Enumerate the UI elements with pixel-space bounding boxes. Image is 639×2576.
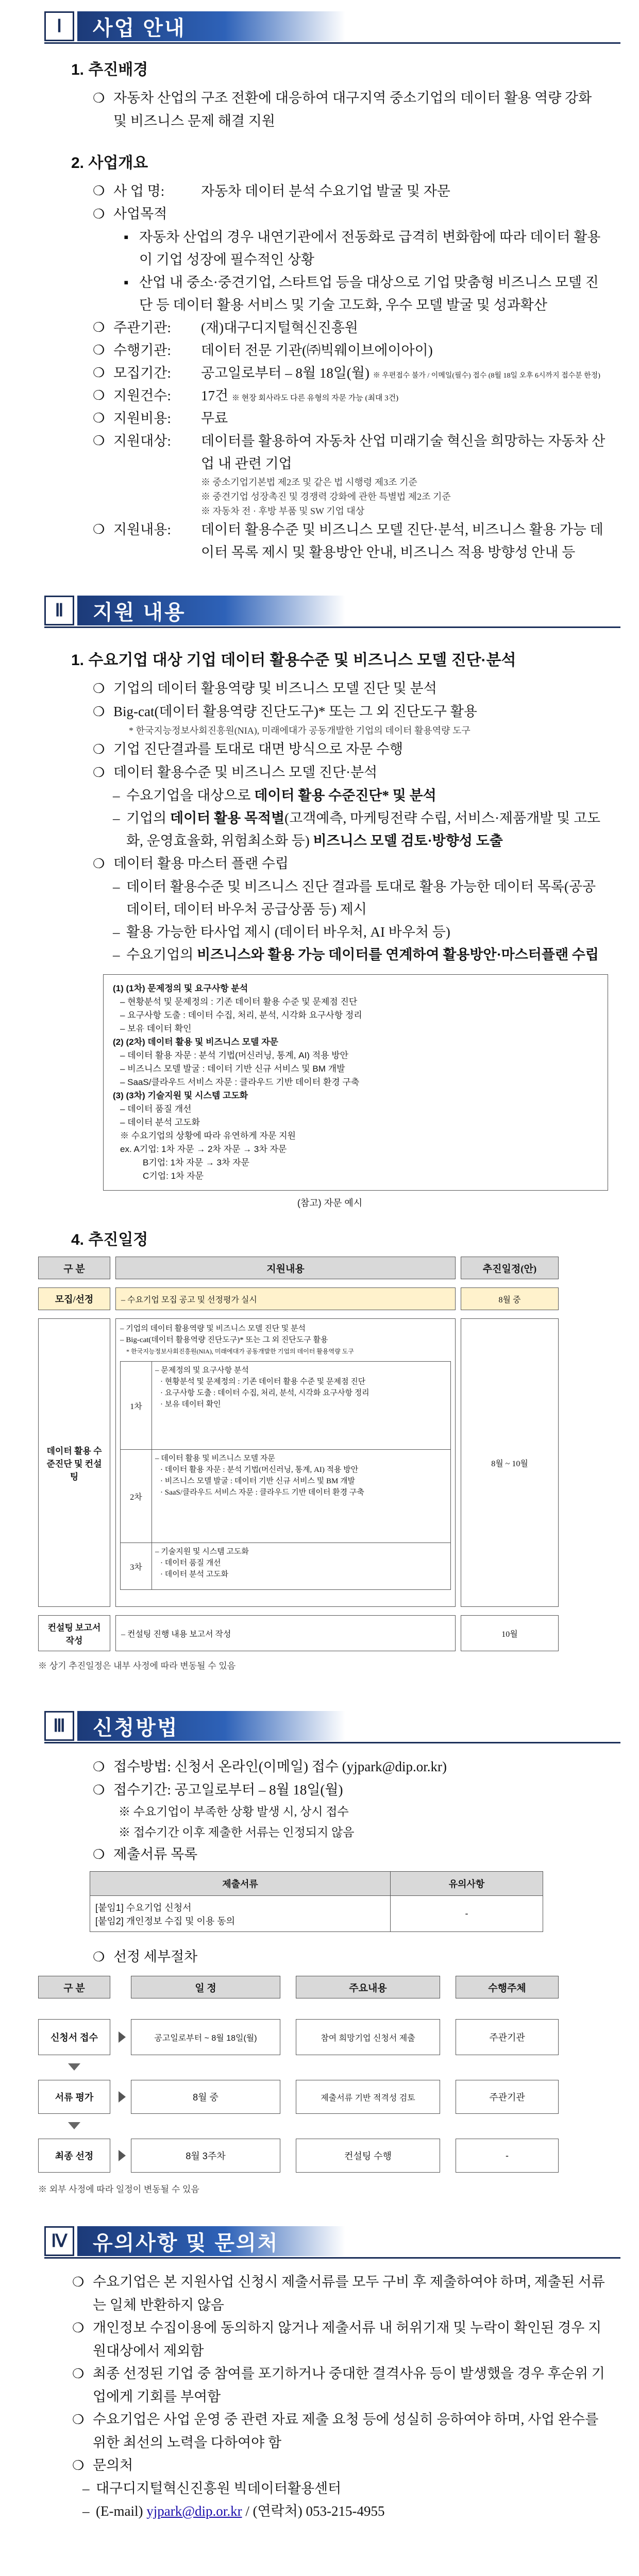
- example-line: – 비즈니스 모델 발굴 : 데이터 기반 신규 서비스 및 BM 개발: [120, 1064, 345, 1074]
- arrow-right-icon: [119, 2091, 126, 2103]
- example-line: – 데이터 분석 고도화: [120, 1117, 200, 1127]
- schedule-row-consulting-label: 데이터 활용 수준진단 및 컨설팅: [38, 1318, 110, 1607]
- text: / (연락처) 053-215-4955: [242, 2503, 385, 2519]
- background-text: ❍ 자동차 산업의 구조 전환에 대응하여 대구지역 중소기업의 데이터 활용 역량 강화 및 비즈니스 문제 해결 지원: [52, 87, 608, 132]
- text: 수요기업의: [126, 947, 197, 962]
- value: 데이터 활용수준 및 비즈니스 모델 진단·분석, 비즈니스 활용 가능 데이터 목록 제시 및 활용방안 안내, 비즈니스 적용 방향성 안내 등: [201, 522, 603, 560]
- flow-header-category: 구 분: [38, 1976, 110, 1998]
- sub-item-1: [52, 784, 608, 807]
- value: [201, 362, 608, 384]
- example-line: – 데이터 품질 개선: [120, 1104, 192, 1114]
- item-2: ❍ Big-cat(데이터 활용역량 진단도구)* 또는 그 외 진단도구 활용: [52, 700, 608, 723]
- documents-list: [90, 1896, 391, 1932]
- consulting-note: * 한국지능정보사회진흥원(NIA), 미래에대가 공동개발한 기업의 데이터 활용역량 도구: [126, 1348, 354, 1355]
- row-project-name: ❍ 사 업 명: 자동차 데이터 분석 수요기업 발굴 및 자문: [52, 180, 608, 202]
- purpose-item-1: ▪ 자동차 산업의 경우 내연기관에서 전동화로 급격히 변화함에 따라 데이터 활용이 기업 성장에 필수적인 상황: [52, 226, 608, 271]
- text-bold: 비즈니스 모델 검토·방향성 도출: [313, 833, 503, 849]
- value: [201, 384, 608, 407]
- flow-step-final-actor: -: [456, 2139, 559, 2173]
- example-line: (2) (2차) 데이터 활용 및 비즈니스 모델 자문: [113, 1037, 278, 1047]
- label: 사 업 명:: [113, 183, 165, 199]
- contact-org: – 대구디지털혁신진흥원 빅데이터활용센터: [52, 2477, 608, 2500]
- row-period: ❍ 모집기간: 공고일로부터 – 8월 18일(월) ※ 우편접수 불가 / 이메일(필수) 접수 (8월 18일 오후 6시까지 접수분 한정): [52, 362, 608, 384]
- flow-step-apply-date: 공고일로부터 ~ 8월 18일(월): [131, 2019, 280, 2055]
- heading-schedule: 4. 추진일정: [71, 1231, 148, 1248]
- label: 지원건수:: [113, 388, 171, 403]
- value: 데이터 전문 기관(㈜빅웨이브에이아이): [201, 343, 433, 358]
- label: 지원비용:: [113, 411, 171, 426]
- arrow-down-icon: [68, 2122, 80, 2129]
- label: 모집기간:: [113, 365, 171, 381]
- row-executor: ❍ 수행기관: 데이터 전문 기관(㈜빅웨이브에이아이): [52, 339, 608, 362]
- example-caption: (참고) 자문 예시: [297, 1198, 363, 1208]
- example-line: ※ 수요기업의 상황에 따라 유연하게 자문 지원: [120, 1131, 296, 1141]
- example-line: B기업: 1차 자문 → 3차 자문: [143, 1158, 249, 1167]
- flow-note: ※ 외부 사정에 따라 일정이 변동될 수 있음: [38, 2184, 199, 2194]
- section-number: Ⅳ: [44, 2226, 74, 2256]
- purpose-item-2: ▪ 산업 내 중소·중견기업, 스타트업 등을 대상으로 기업 맞춤형 비즈니스 모델 진단 등 데이터 활용 서비스 및 기술 고도화, 우수 모델 발굴 및 성과확산: [52, 271, 608, 316]
- value: 자동차 데이터 분석 수요기업 발굴 및 자문: [201, 183, 450, 199]
- value: 데이터를 활용하여 자동차 산업 미래기술 혁신을 희망하는 자동차 산업 내 관련 기업: [201, 433, 606, 471]
- phase-line: · 요구사항 도출 : 데이터 수집, 처리, 분석, 시각화 요구사항 정리: [160, 1389, 369, 1397]
- count-value: 17건: [201, 388, 229, 403]
- schedule-row-report-date: 10월: [461, 1615, 559, 1651]
- phase-line: – 기술지원 및 시스템 고도화: [155, 1548, 249, 1556]
- text: (E-mail): [96, 2503, 147, 2519]
- schedule-note: ※ 상기 추진일정은 내부 사정에 따라 변동될 수 있음: [38, 1661, 236, 1671]
- flow-header-content: 주요내용: [296, 1976, 440, 1998]
- contact-label: ❍ 문의처: [52, 2454, 608, 2477]
- item-5: ❍ 데이터 활용 마스터 플랜 수립: [52, 852, 608, 875]
- schedule-row-recruit-label: 모집/선정: [38, 1287, 110, 1310]
- example-line: – 데이터 활용 자문 : 분석 기법(머신러닝, 통계, AI) 적용 방안: [120, 1050, 349, 1060]
- heading-background: 1. 추진배경: [71, 61, 148, 78]
- item-3: ❍ 기업 진단결과를 토대로 대면 방식으로 자문 수행: [52, 738, 608, 761]
- procedure-flow: [38, 1976, 608, 2202]
- flow-step-review-actor: 주관기관: [456, 2080, 559, 2114]
- phase-label: 3차: [121, 1543, 152, 1589]
- row-host: ❍ 주관기관: (재)대구디지털혁신진흥원: [52, 316, 608, 339]
- text: 수요기업을 대상으로: [126, 788, 255, 803]
- period-note: ※ 우편접수 불가 / 이메일(필수) 접수 (8월 18일 오후 6시까지 접수분 한정): [373, 372, 600, 380]
- section-number: Ⅱ: [44, 596, 74, 625]
- text-bold: 비즈니스와 활용 가능 데이터를 연계하여 활용방안·마스터플랜 수립: [197, 947, 599, 962]
- phase-label: 1차: [121, 1362, 152, 1449]
- section-title: 신청방법: [77, 1711, 345, 1741]
- phase-line: – 데이터 활용 및 비즈니스 모델 자문: [155, 1454, 275, 1463]
- phase-label: 2차: [121, 1450, 152, 1543]
- phase-1: [120, 1361, 451, 1450]
- section-2-content: [0, 647, 639, 1679]
- phase-line: – 문제정의 및 요구사항 분석: [155, 1366, 249, 1375]
- row-count: ❍ 지원건수: 17건 ※ 현장 회사라도 다른 유형의 자문 가능 (최대 3건): [52, 384, 608, 407]
- example-box: [103, 974, 608, 1191]
- sub-item-5: [52, 943, 608, 966]
- phase-3: [120, 1543, 451, 1590]
- text: (고객예측, 마케팅전략 수립, 서비스·제품개발 및 고도화, 운영효율화, 위험최소화 등): [126, 810, 601, 849]
- example-line: (1) (1차) 문제정의 및 요구사항 분석: [113, 984, 248, 993]
- row-fee: ❍ 지원비용: 무료: [52, 407, 608, 430]
- phase-line: · 비즈니스 모델 발굴 : 데이터 기반 신규 서비스 및 BM 개발: [160, 1477, 356, 1485]
- example-line: – 현황분석 및 문제정의 : 기존 데이터 활용 수준 및 문제점 진단: [120, 997, 358, 1007]
- example-line: – 보유 데이터 확인: [120, 1024, 192, 1033]
- flow-step-review: 서류 평가: [38, 2080, 110, 2114]
- section-3-content: [0, 1745, 639, 2202]
- text: 기업의: [126, 810, 170, 826]
- schedule-row-report-label: 컨설팅 보고서 작성: [38, 1615, 110, 1651]
- section-header-1: [0, 0, 639, 45]
- sub-item-3: – 데이터 활용수준 및 비즈니스 진단 결과를 토대로 활용 가능한 데이터 목록(공공데이터, 데이터 바우처 공급상품 등) 제시: [52, 875, 608, 921]
- section-number: Ⅲ: [44, 1711, 74, 1741]
- sub-item-4: – 활용 가능한 타사업 제시 (데이터 바우처, AI 바우처 등): [52, 921, 608, 943]
- apply-note-2: ※ 접수기간 이후 제출한 서류는 인정되지 않음: [119, 1826, 355, 1839]
- section-header-2: [0, 584, 639, 630]
- purpose-label: ❍ 사업목적: [52, 202, 608, 226]
- example-line: C기업: 1차 자문: [143, 1171, 204, 1181]
- flow-step-final: 최종 선정: [38, 2139, 110, 2173]
- arrow-right-icon: [119, 2031, 126, 2043]
- phase-line: · 현황분석 및 문제정의 : 기존 데이터 활용 수준 및 문제점 진단: [160, 1378, 366, 1386]
- phase-line: · 데이터 활용 자문 : 분석 기법(머신러닝, 통계, AI) 적용 방안: [160, 1466, 359, 1474]
- apply-method: ❍ 접수방법: 신청서 온라인(이메일) 접수 (yjpark@dip.or.kr): [52, 1755, 608, 1778]
- flow-step-apply-actor: 주관기관: [456, 2019, 559, 2055]
- target-note-3: ※ 자동차 전 · 후방 부품 및 SW 기업 대상: [201, 506, 365, 516]
- flow-header-date: 일 정: [131, 1976, 280, 1998]
- example-line: – SaaS/클라우드 서비스 자문 : 클라우드 기반 데이터 환경 구축: [120, 1077, 360, 1087]
- label: 수행기관:: [113, 343, 171, 358]
- text-bold: 데이터 활용 목적별: [170, 810, 285, 826]
- phase-line: · 데이터 품질 개선: [160, 1559, 221, 1567]
- flow-header-actor: 수행주체: [456, 1976, 559, 1998]
- schedule-row-consulting-content: [115, 1318, 456, 1607]
- schedule-row-recruit-date: 8월 중: [461, 1287, 559, 1310]
- document-item: [붙임2] 개인정보 수집 및 이용 동의: [95, 1916, 236, 1926]
- consulting-line: – Big-cat(데이터 활용역량 진단도구)* 또는 그 외 진단도구 활용: [120, 1336, 328, 1344]
- contact-email-link[interactable]: yjpark@dip.or.kr: [146, 2503, 242, 2519]
- documents-label: ❍ 제출서류 목록: [52, 1843, 608, 1866]
- row-content: ❍ 지원내용: 데이터 활용수준 및 비즈니스 모델 진단·분석, 비즈니스 활용 가능 데이터 목록 제시 및 활용방안 안내, 비즈니스 적용 방향성 안내 등: [52, 518, 608, 564]
- schedule-header-category: 구 분: [38, 1257, 110, 1279]
- arrow-down-icon: [68, 2063, 80, 2071]
- example-line: (3) (3차) 기술지원 및 시스템 고도화: [113, 1091, 248, 1100]
- label: 지원대상:: [113, 433, 171, 449]
- value: 무료: [201, 411, 228, 426]
- flow-step-review-date: 8월 중: [131, 2080, 280, 2114]
- documents-table: [90, 1871, 543, 1932]
- arrow-right-icon: [119, 2150, 126, 2161]
- item-1: ❍ 기업의 데이터 활용역량 및 비즈니스 모델 진단 및 분석: [52, 677, 608, 700]
- label: 주관기관:: [113, 320, 171, 335]
- section-number: Ⅰ: [44, 11, 74, 41]
- sub-item-2: [52, 807, 608, 852]
- section-header-3: [0, 1700, 639, 1745]
- schedule-row-report-content: – 컨설팅 진행 내용 보고서 작성: [115, 1615, 456, 1651]
- period-value: 공고일로부터 – 8월 18일(월): [201, 365, 369, 381]
- schedule-row-recruit-content: – 수요기업 모집 공고 및 선정평가 실시: [115, 1287, 456, 1310]
- example-line: – 요구사항 도출 : 데이터 수집, 처리, 분석, 시각화 요구사항 정리: [120, 1010, 362, 1020]
- caution-1: ❍ 수요기업은 본 지원사업 신청시 제출서류를 모두 구비 후 제출하여야 하며, 제출된 서류는 일체 반환하지 않음: [52, 2270, 608, 2316]
- apply-note-1: ※ 수요기업이 부족한 상황 발생 시, 상시 접수: [119, 1805, 349, 1818]
- apply-period: ❍ 접수기간: 공고일로부터 – 8월 18일(월): [52, 1778, 608, 1802]
- schedule-row-consulting-date: 8월 ~ 10월: [461, 1318, 559, 1607]
- label: 지원내용:: [113, 522, 171, 537]
- count-note: ※ 현장 회사라도 다른 유형의 자문 가능 (최대 3건): [231, 394, 399, 402]
- section-header-4: [0, 2215, 639, 2260]
- row-target: ❍ 지원대상: 데이터를 활용하여 자동차 산업 미래기술 혁신을 희망하는 자동차 산업 내 관련 기업: [52, 430, 608, 475]
- phase-content: [152, 1362, 450, 1449]
- section-title: 사업 안내: [77, 11, 345, 41]
- phase-content: [152, 1450, 450, 1543]
- flow-step-apply: 신청서 접수: [38, 2019, 110, 2055]
- item-4: ❍ 데이터 활용수준 및 비즈니스 모델 진단·분석: [52, 761, 608, 784]
- section-title: 지원 내용: [77, 596, 345, 625]
- section-4-content: [0, 2260, 639, 2522]
- documents-header-name: 제출서류: [90, 1872, 391, 1896]
- consulting-line: – 기업의 데이터 활용역량 및 비즈니스 모델 진단 및 분석: [120, 1325, 306, 1333]
- phase-line: · 보유 데이터 확인: [160, 1400, 221, 1409]
- example-line: ex. A기업: 1차 자문 → 2차 자문 → 3차 자문: [120, 1144, 287, 1154]
- text-bold: 데이터 활용 수준진단* 및 분석: [254, 788, 436, 803]
- section-title: 유의사항 및 문의처: [77, 2226, 345, 2256]
- procedure-label: ❍ 선정 세부절차: [52, 1945, 608, 1969]
- heading-overview: 2. 사업개요: [71, 155, 148, 172]
- flow-step-review-content: 제출서류 기반 적격성 검토: [296, 2080, 440, 2114]
- schedule-header-content: 지원내용: [115, 1257, 456, 1279]
- target-note-1: ※ 중소기업기본법 제2조 및 같은 법 시행령 제3조 기준: [201, 477, 417, 487]
- document-item: [붙임1] 수요기업 신청서: [95, 1902, 192, 1913]
- phase-line: · 데이터 분석 고도화: [160, 1570, 229, 1579]
- documents-header-note: 유의사항: [391, 1872, 543, 1896]
- heading-diagnosis: 1. 수요기업 대상 기업 데이터 활용수준 및 비즈니스 모델 진단·분석: [71, 652, 516, 669]
- flow-step-final-date: 8월 3주차: [131, 2139, 280, 2173]
- schedule-table: [38, 1257, 608, 1679]
- section-1-content: [0, 57, 639, 564]
- caution-4: ❍ 수요기업은 사업 운영 중 관련 자료 제출 요청 등에 성실히 응하여야 하며, 사업 완수를 위한 최선의 노력을 다하여야 함: [52, 2408, 608, 2454]
- target-note-2: ※ 중견기업 성장촉진 및 경쟁력 강화에 관한 특별법 제2조 기준: [201, 492, 451, 502]
- value: (재)대구디지털혁신진흥원: [201, 320, 358, 335]
- caution-3: ❍ 최종 선정된 기업 중 참여를 포기하거나 중대한 결격사유 등이 발생했을 경우 후순위 기업에게 기회를 부여함: [52, 2362, 608, 2408]
- caution-2: ❍ 개인정보 수집이용에 동의하지 않거나 제출서류 내 허위기재 및 누락이 확인된 경우 지원대상에서 제외함: [52, 2316, 608, 2362]
- flow-step-final-content: 컨설팅 수행: [296, 2139, 440, 2173]
- phase-2: [120, 1450, 451, 1543]
- phase-line: · SaaS/클라우드 서비스 자문 : 클라우드 기반 데이터 환경 구축: [160, 1488, 364, 1497]
- documents-note: -: [391, 1896, 543, 1932]
- item-2-note: * 한국지능정보사회진흥원(NIA), 미래에대가 공동개발한 기업의 데이터 활용역량 도구: [129, 725, 470, 736]
- schedule-header-date: 추진일정(안): [461, 1257, 559, 1279]
- contact-detail: [52, 2500, 608, 2522]
- flow-step-apply-content: 참여 희망기업 신청서 제출: [296, 2019, 440, 2055]
- phase-content: [152, 1543, 450, 1589]
